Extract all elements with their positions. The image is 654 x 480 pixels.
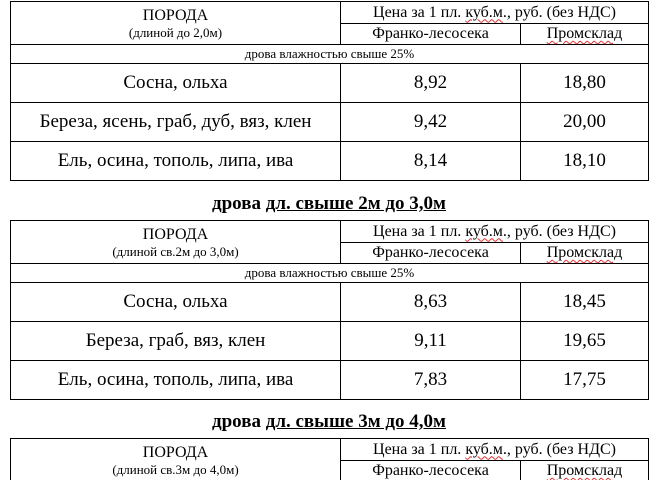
franco-price-cell: 9,11 xyxy=(341,322,521,361)
table-row xyxy=(11,103,649,142)
header-price xyxy=(341,221,649,243)
price-header-post: ., руб. (без НДС) xyxy=(502,222,616,240)
moisture-row: дрова влажностью свыше 25% xyxy=(11,45,649,64)
header-porod-sub: (длиной св.2м до 3,0м) xyxy=(112,243,239,259)
header-porod-sub: (длиной св.3м до 4,0м) xyxy=(112,461,239,477)
price-table-3 xyxy=(10,438,649,480)
price-header-post: ., руб. (без НДС) xyxy=(502,3,616,21)
prom-price-cell: 18,80 xyxy=(521,64,649,103)
prom-price-cell: 18,10 xyxy=(521,142,649,181)
franco-price-cell: 8,63 xyxy=(341,283,521,322)
header-franco: Франко-лесосека xyxy=(341,243,521,264)
franco-price-cell: 8,92 xyxy=(341,64,521,103)
header-franco: Франко-лесосека xyxy=(341,461,521,480)
franco-price-cell: 7,83 xyxy=(341,361,521,400)
table-row xyxy=(11,64,649,103)
price-header-pre: Цена за 1 пл. xyxy=(373,222,466,240)
header-franco: Франко-лесосека xyxy=(341,24,521,45)
price-table-2 xyxy=(10,220,649,400)
header-prom-cell xyxy=(521,461,649,480)
prom-price-cell: 18,45 xyxy=(521,283,649,322)
header-porod: ПОРОДА xyxy=(142,225,209,243)
species-cell: Береза, ясень, граб, дуб, вяз, клен xyxy=(11,103,341,142)
prom-price-cell: 19,65 xyxy=(521,322,649,361)
price-header-pre: Цена за 1 пл. xyxy=(373,3,466,21)
header-porod-sub: (длиной до 2,0м) xyxy=(128,24,223,40)
moisture-row: дрова влажностью свыше 25% xyxy=(11,264,649,283)
species-cell: Сосна, ольха xyxy=(11,64,341,103)
header-porod-cell xyxy=(11,439,341,480)
section-title-2 xyxy=(10,193,648,215)
price-header-unit: куб.м xyxy=(465,440,503,458)
prom-price-cell: 20,00 xyxy=(521,103,649,142)
header-prom-cell xyxy=(521,243,649,264)
header-porod-cell xyxy=(11,2,341,45)
price-header-pre: Цена за 1 пл. xyxy=(373,440,466,458)
section-title-pre: дрова xyxy=(212,411,266,432)
table-row xyxy=(11,142,649,181)
header-porod: ПОРОДА xyxy=(142,6,209,24)
price-table-1 xyxy=(10,1,649,181)
section-title-length: дл. свыше 2м до 3,0м xyxy=(265,193,446,214)
header-porod: ПОРОДА xyxy=(142,443,209,461)
species-cell: Береза, граб, вяз, клен xyxy=(11,322,341,361)
species-cell: Ель, осина, тополь, липа, ива xyxy=(11,142,341,181)
header-prom: Промсклад xyxy=(546,244,623,262)
franco-price-cell: 8,14 xyxy=(341,142,521,181)
section-title-length: дл. свыше 3м до 4,0м xyxy=(265,411,446,432)
header-porod-cell xyxy=(11,221,341,264)
header-price xyxy=(341,2,649,24)
header-prom-cell xyxy=(521,24,649,45)
price-header-post: ., руб. (без НДС) xyxy=(502,440,616,458)
table-row xyxy=(11,361,649,400)
price-header-unit: куб.м xyxy=(465,222,503,240)
section-title-pre: дрова xyxy=(212,193,266,214)
header-prom: Промсклад xyxy=(546,25,623,43)
section-title-3 xyxy=(10,411,648,433)
species-cell: Ель, осина, тополь, липа, ива xyxy=(11,361,341,400)
table-row xyxy=(11,283,649,322)
header-prom: Промсклад xyxy=(546,462,623,480)
price-header-unit: куб.м xyxy=(465,3,503,21)
table-row xyxy=(11,322,649,361)
species-cell: Сосна, ольха xyxy=(11,283,341,322)
header-price xyxy=(341,439,649,461)
franco-price-cell: 9,42 xyxy=(341,103,521,142)
prom-price-cell: 17,75 xyxy=(521,361,649,400)
